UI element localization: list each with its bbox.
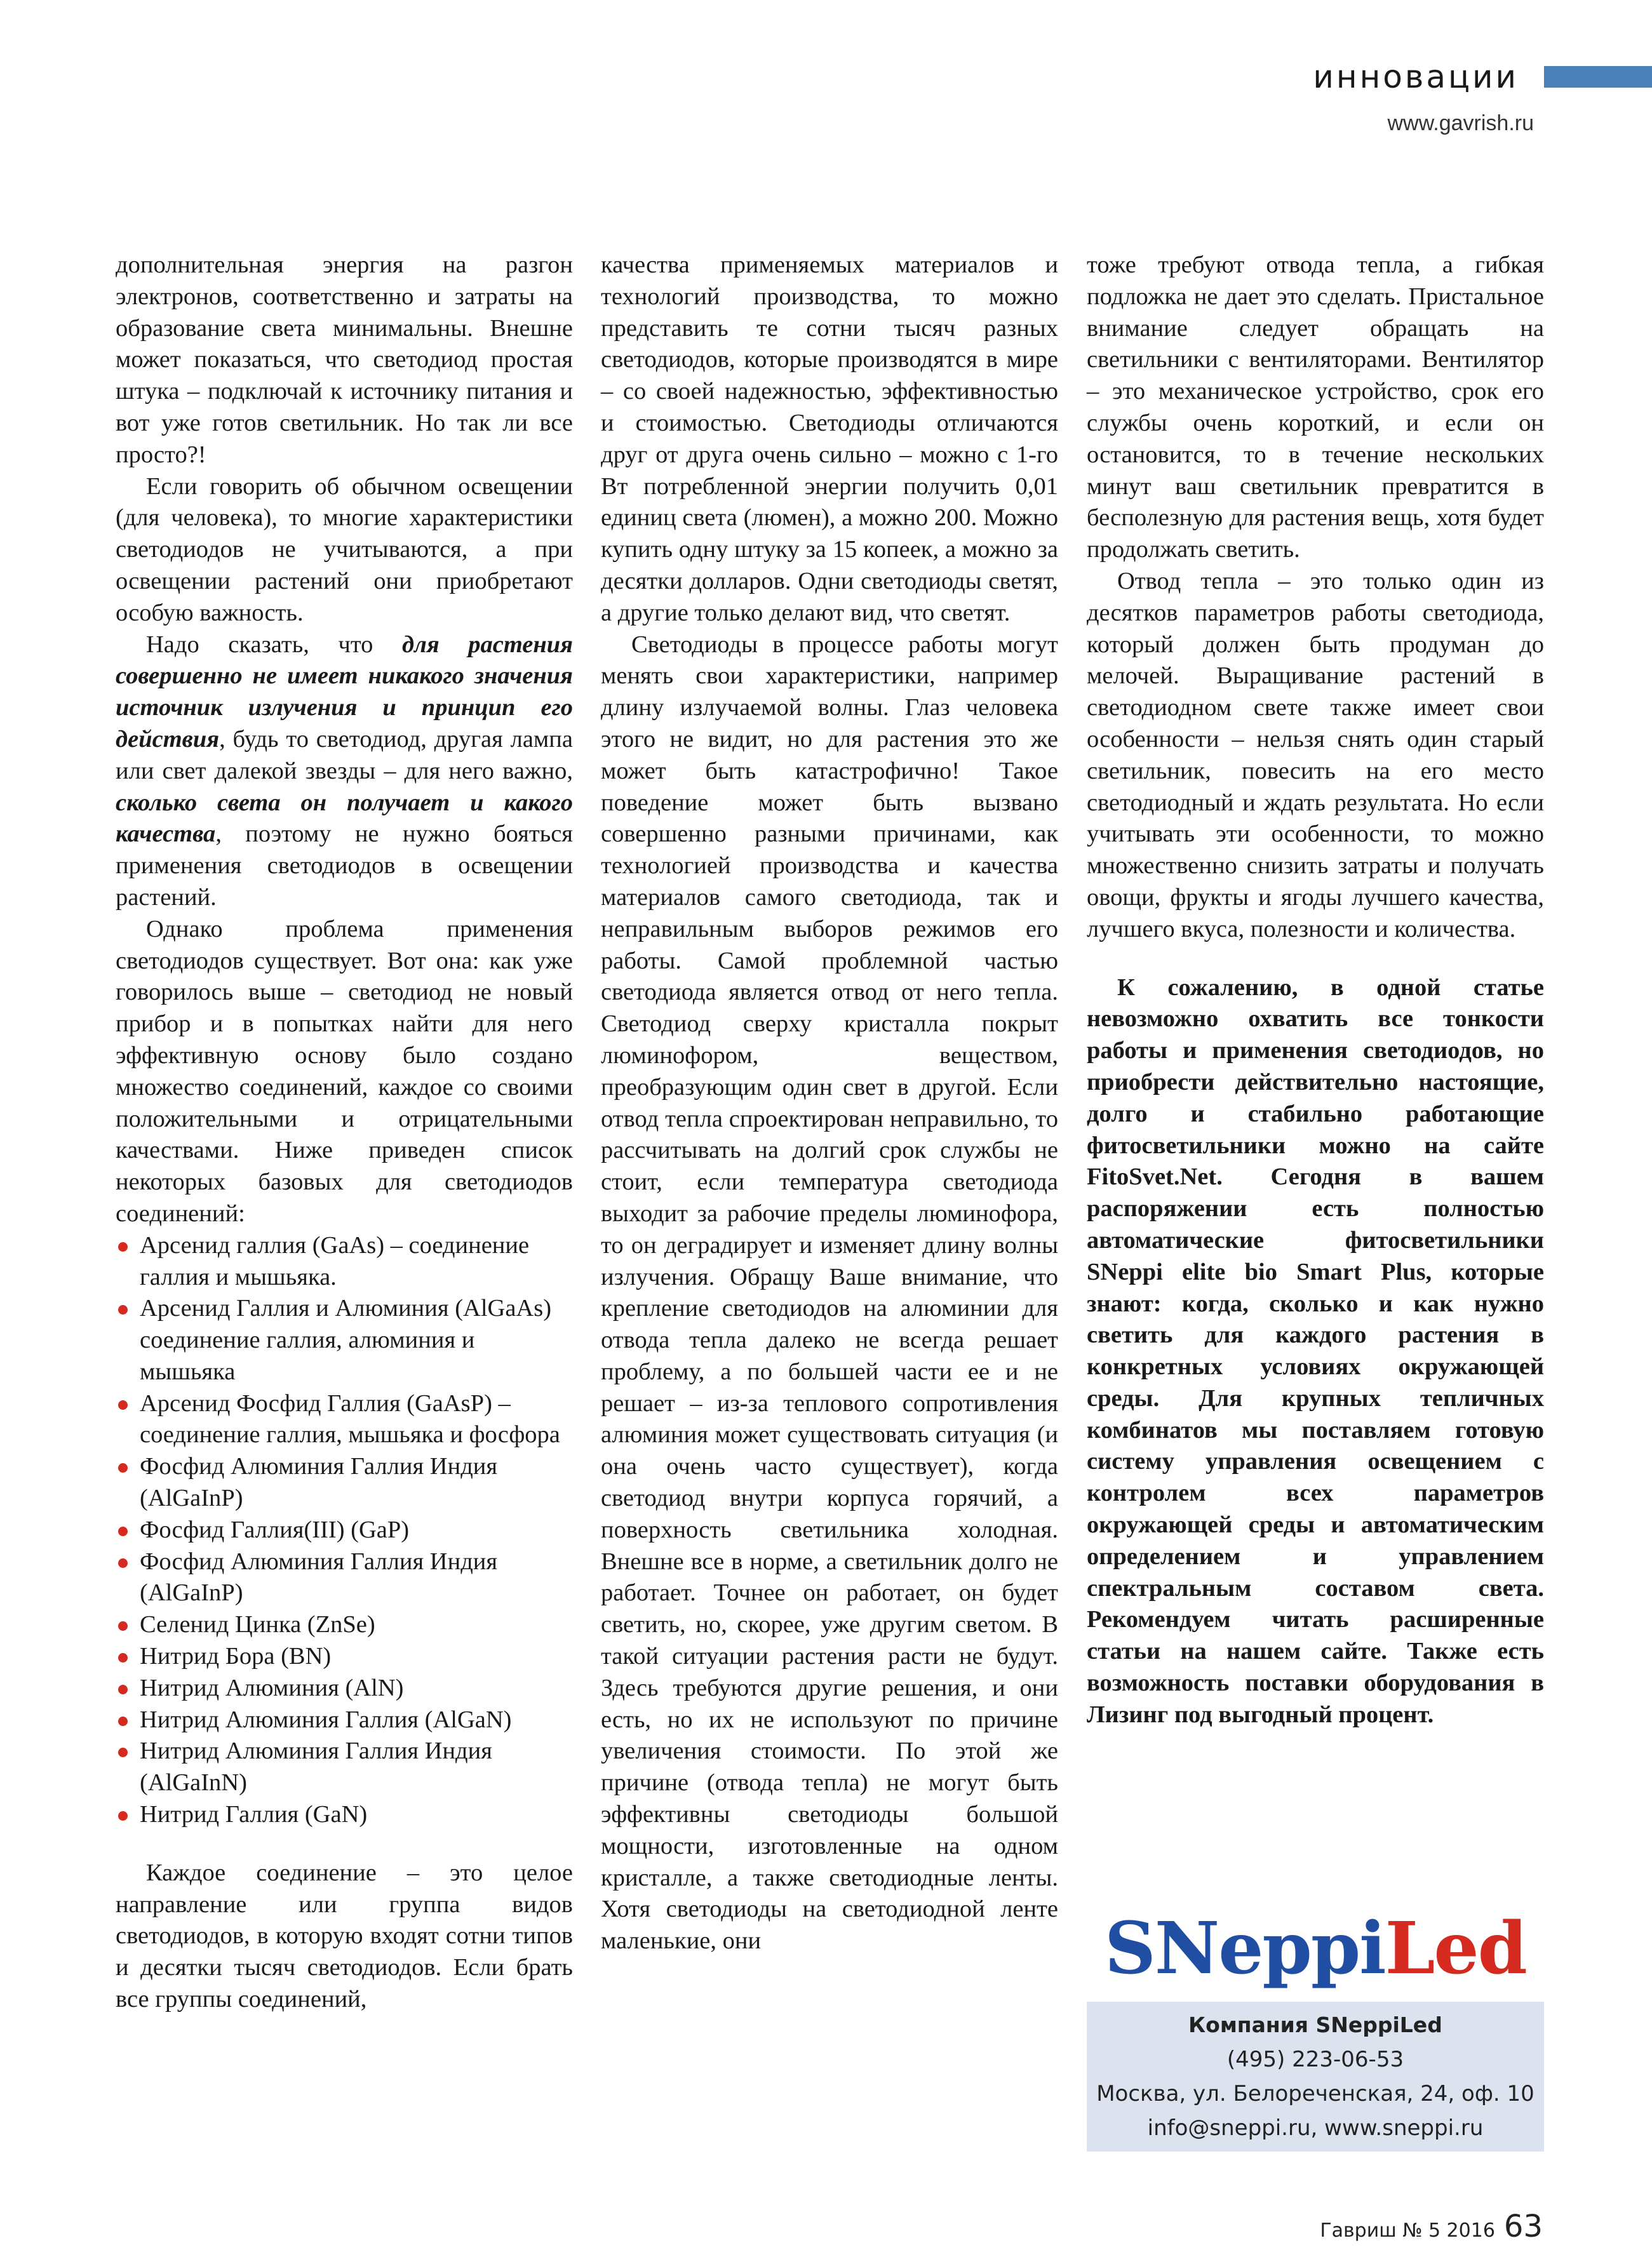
list-item: Нитрид Алюминия (AlN) — [116, 1673, 573, 1704]
company-name: Компания SNeppiLed — [1188, 2012, 1442, 2037]
list-item: Арсенид галлия (GaAs) – соединение галлия и мышьяка. — [116, 1230, 573, 1294]
article-column-2 — [601, 250, 1058, 1957]
paragraph — [116, 629, 573, 914]
emphasis-text: для растения совершенно не имеет никакого значения источник излучения и принцип его действия — [116, 631, 573, 753]
list-item: Нитрид Алюминия Галлия Индия (AlGaInN) — [116, 1736, 573, 1799]
paragraph: Каждое соединение – это целое направление или группа видов светодиодов, в которую входят сотни типов и десятки тысяч светодиодов. Если брать все группы соединений, — [116, 1859, 573, 2013]
emphasis-text: сколько света он получает и какого качества — [116, 789, 573, 848]
text-run: , будь то светодиод, другая лампа или свет далекой звезды – для него важно, — [116, 725, 573, 784]
promo-text: К сожалению, в одной статье невозможно охватить все тонкости работы и применения светодиодов, но приобрести действительно настоящие, долго и стабильно работающие фитосветильники можно на сайте FitoSvet.Net. Сегодня в вашем распоряжении есть полностью автоматические фитосветильники SNeppi elite bio Smart Plus, которые знают: когда, сколько и как нужно светить для каждого растения в конкретных условиях окружающей среды. Для крупных тепличных комбинатов мы поставляем готовую систему управления освещением с контролем всех параметров окружающей среды и автоматическим определением и управлением спектральным составом света. Рекомендуем читать расширенные статьи на нашем сайте. Также есть возможность поставки оборудования в Лизинг под выгодный процент. — [1087, 974, 1544, 1728]
paragraph: Светодиоды в процессе работы могут менять свои характеристики, например длину излучаемой волны. Глаз человека этого не видит, но для растения это же может быть катастрофично! Такое поведение может быть вызвано совершенно разными причинами, как технологией производства и качества материалов самого светодиода, так и неправильным выборов режимов его работы. Самой проблемной частью светодиода является отвод от него тепла. Светодиод сверху кристалла покрыт люминофором, веществом, преобразующим один свет в другой. Если отвод тепла спроектирован неправильно, то рассчитывать на долгий срок службы не стоит, если температура светодиода выходит за рабочие пределы люминофора, то он деградирует и изменяет длину волны излучения. Обращу Ваше внимание, что крепление светодиодов на алюминии для отвода тепла далеко не всегда решает проблему, а по большей части ее и не решает – из-за теплового сопротивления алюминия может существовать ситуация (и она очень часто существует), когда светодиод внутри корпуса горячий, а поверхность светильника холодная. Внешне все в норме, а светильник долго не работает. Точнее он работает, он будет светить, но, скорее, уже другим светом. В такой ситуации растения расти не будут. Здесь требуются другие решения, и они есть, но их не используют по причине увеличения стоимости. По этой же причине (отвода тепла) не могут быть эффективны светодиоды большой мощности, изготовленные на одном кристалле, а также светодиодные ленты. Хотя светодиоды на светодиодной ленте маленькие, они — [601, 631, 1058, 1955]
logo-text-part: Led — [1385, 1906, 1526, 1990]
list-item: Нитрид Бора (BN) — [116, 1641, 573, 1673]
sneppiled-logo — [1087, 1906, 1544, 1992]
paragraph: Однако проблема применения светодиодов существует. Вот она: как уже говорилось выше – светодиод не новый прибор и в попытках найти для него эффективную основу было создано множество соединений, каждое со своими положительными и отрицательными качествами. Ниже приведен список некоторых базовых для светодиодов соединений: — [116, 915, 573, 1227]
address: Москва, ул. Белореченская, 24, оф. 10 — [1096, 2081, 1534, 2106]
list-item: Нитрид Алюминия Галлия (AlGaN) — [116, 1704, 573, 1736]
paragraph: качества применяемых материалов и технологий производства, то можно представить те сотни тысяч разных светодиодов, которые производятся в мире – со своей надежностью, эффективностью и стоимостью. Светодиоды отличаются друг от друга очень сильно – можно с 1-го Вт потребленной энергии получить 0,01 единиц света (люмен), а можно 200. Можно купить одну штуку за 15 копеек, а можно за десятки долларов. Одни светодиоды светят, а другие только делают вид, что светят. — [601, 251, 1058, 626]
list-item: Фосфид Алюминия Галлия Индия (AlGaInP) — [116, 1546, 573, 1610]
list-item: Селенид Цинка (ZnSe) — [116, 1609, 573, 1641]
text-run: Надо сказать, что — [146, 631, 402, 658]
page-footer — [1320, 2209, 1543, 2244]
list-item: Нитрид Галлия (GaN) — [116, 1799, 573, 1831]
section-label: инновации — [1313, 58, 1519, 95]
logo-text-part: SNeppi — [1104, 1906, 1385, 1990]
paragraph: Отвод тепла – это только один из десятков параметров работы светодиода, который должен быть продуман до мелочей. Выращивание растений в светодиодном свете также имеет свои особенности – нельзя снять один старый светильник, повесить на его место светодиодный и ждать результата. Но если учитывать эти особенности, то можно множественно снизить затраты и получать овощи, фрукты и ягоды лучшего качества, лучшего вкуса, полезности и количества. — [1087, 567, 1544, 942]
list-item: Фосфид Алюминия Галлия Индия (AlGaInP) — [116, 1451, 573, 1515]
list-item: Фосфид Галлия(III) (GaP) — [116, 1515, 573, 1546]
phone-number: (495) 223-06-53 — [1226, 2047, 1404, 2072]
text-run: , поэтому не нужно бояться применения светодиодов в освещении растений. — [116, 820, 573, 911]
compound-list — [116, 1230, 573, 1831]
list-item: Арсенид Галлия и Алюминия (AlGaAs) соединение галлия, алюминия и мышьяка — [116, 1293, 573, 1388]
list-item: Арсенид Фосфид Галлия (GaAsP) – соединение галлия, мышьяка и фосфора — [116, 1388, 573, 1452]
paragraph: тоже требуют отвода тепла, а гибкая подложка не дает это сделать. Пристальное внимание следует обращать на светильники с вентиляторами. Вентилятор – это механическое устройство, срок его службы очень короткий, и если он остановится, то в течение нескольких минут ваш светильник превратится в бесполезную для растения вещь, хотя будет продолжать светить. — [1087, 251, 1544, 563]
article-column-1 — [116, 250, 573, 2016]
email-website: info@sneppi.ru, www.sneppi.ru — [1147, 2115, 1484, 2141]
magazine-issue: Гавриш № 5 2016 — [1320, 2220, 1495, 2242]
website-url: www.gavrish.ru — [1387, 111, 1534, 135]
section-accent-bar — [1544, 66, 1652, 88]
section-header — [1309, 58, 1652, 95]
page-number: 63 — [1503, 2209, 1543, 2244]
contact-box — [1087, 2002, 1544, 2152]
paragraph: Если говорить об обычном освещении (для человека), то многие характеристики светодиодов не учитываются, а при освещении растений они приобретают особую важность. — [116, 472, 573, 626]
paragraph: дополнительная энергия на разгон электронов, соответственно и затраты на образование света минимальны. Внешне может показаться, что светодиод простая штука – подключай к источнику питания и вот уже готов светильник. Но так ли все просто?! — [116, 251, 573, 468]
article-column-3 — [1087, 250, 1544, 1731]
